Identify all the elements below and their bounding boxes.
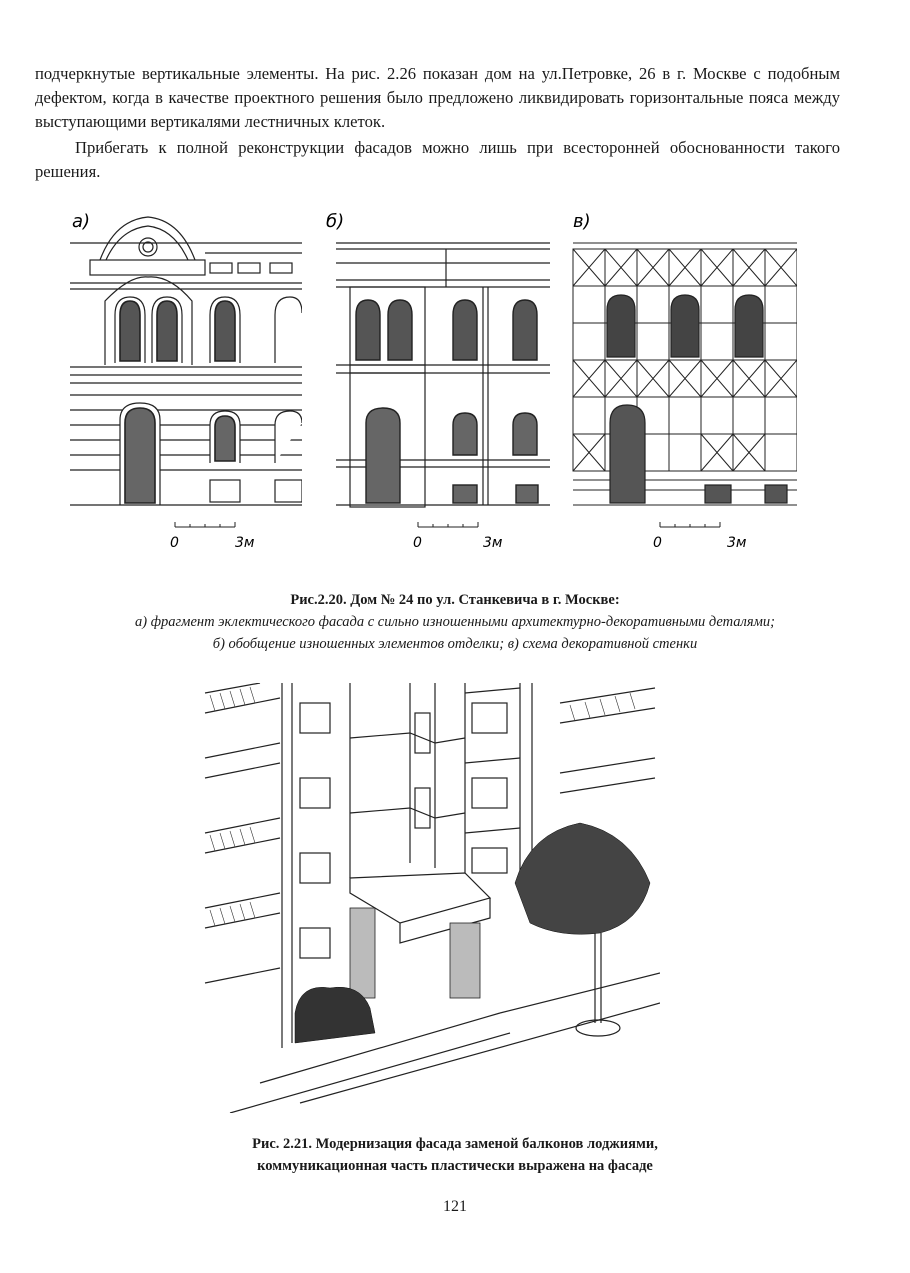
figure-2-20-caption-b: б) обобщение изношенных элементов отделки; в) схема декоративной стенки xyxy=(212,636,698,652)
scale-end-a: 3м xyxy=(235,535,255,550)
figure-2-20-caption xyxy=(30,589,880,655)
panel-letter-a: а) xyxy=(72,211,91,232)
scale-end-b: 3м xyxy=(483,535,503,550)
scale-end-c: 3м xyxy=(727,535,747,550)
paragraph-1: подчеркнутые вертикальные элементы. На рис. 2.26 показан дом на ул.Петровке, 26 в г. Москве с подобным дефектом, когда в качестве проектного решения было предложено ликвидировать горизонтальные пояса между выступающими вертикалями лестничных клеток. xyxy=(35,64,840,131)
panel-letter-b: б) xyxy=(326,211,345,232)
figure-2-20-caption-a: а) фрагмент эклектического фасада с сильно изношенными архитектурно-декоративными деталями; xyxy=(135,614,775,630)
panel-letter-c: в) xyxy=(573,211,591,232)
figure-2-21-caption-line-1: Рис. 2.21. Модернизация фасада заменой балконов лоджиями, xyxy=(252,1136,658,1152)
figure-2-20-panel-c xyxy=(565,205,797,550)
figure-2-20-caption-title: Рис.2.20. Дом № 24 по ул. Станкевича в г. Москве: xyxy=(290,592,620,608)
scale-start-c: 0 xyxy=(653,535,662,550)
page-number: 121 xyxy=(443,1198,467,1215)
figure-2-20-panel-a xyxy=(70,205,302,550)
scale-start-b: 0 xyxy=(413,535,422,550)
scale-start-a: 0 xyxy=(170,535,179,550)
paragraph-2: Прибегать к полной реконструкции фасадов можно лишь при всесторонней обоснованности такого решения. xyxy=(35,138,840,181)
figure-2-21-caption-line-2: коммуникационная часть пластически выражена на фасаде xyxy=(257,1158,653,1174)
figure-2-20-panel-b xyxy=(318,205,550,550)
figure-2-21-facade-drawing xyxy=(200,683,660,1113)
figure-2-21-caption xyxy=(30,1133,880,1177)
